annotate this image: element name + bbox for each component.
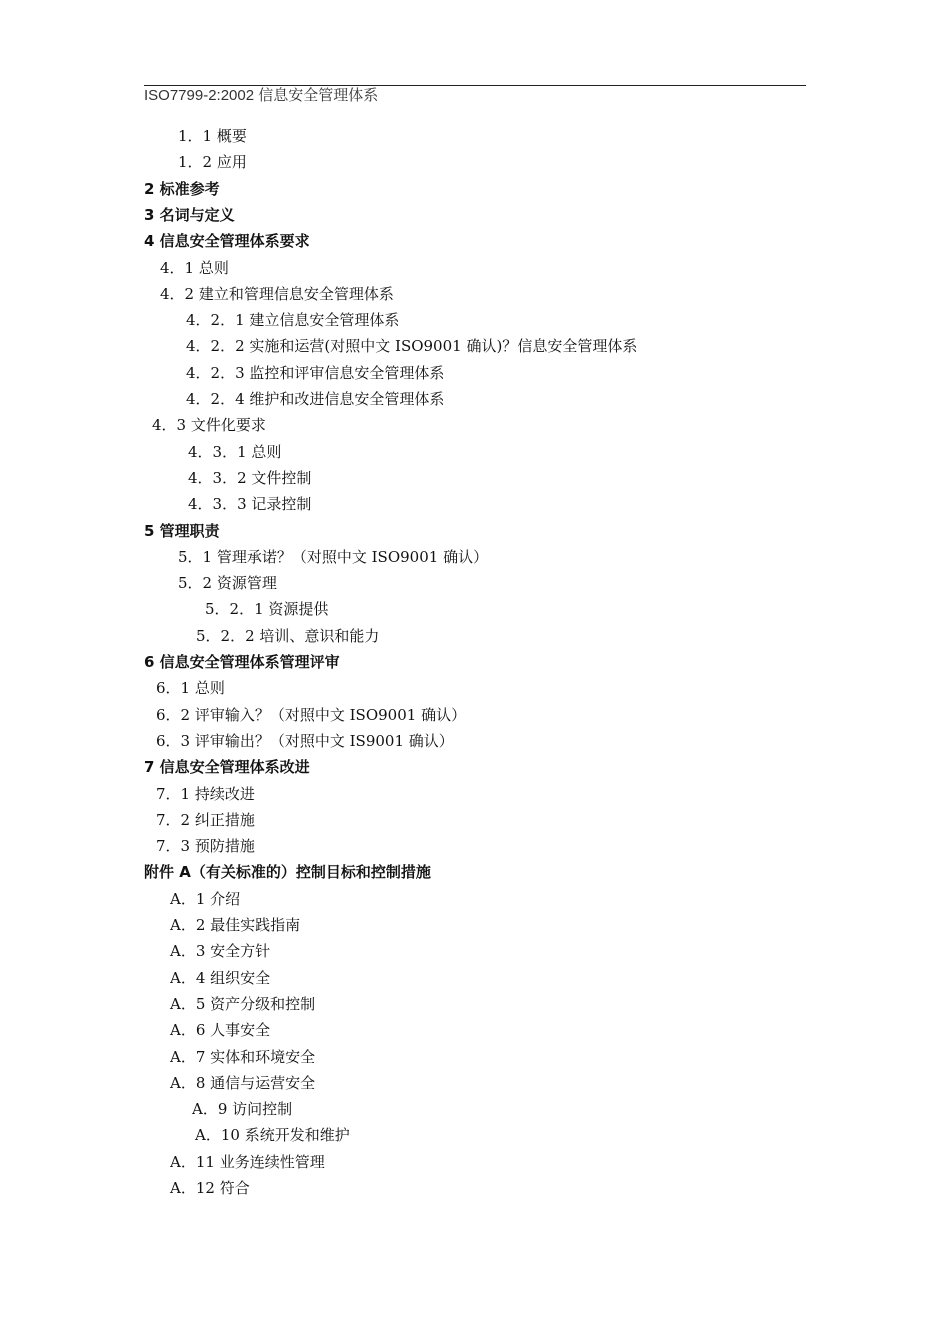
page-header-title: ISO7799-2:2002 信息安全管理体系 — [144, 87, 379, 104]
toc-entry: 4．3．3 记录控制 — [188, 495, 312, 513]
toc-entry: A．4 组织安全 — [170, 969, 271, 987]
toc-entry: A．6 人事安全 — [170, 1021, 271, 1039]
toc-entry: A．3 安全方针 — [170, 942, 271, 960]
toc-entry: A．9 访问控制 — [192, 1100, 293, 1118]
toc-entry: 1．1 概要 — [178, 127, 247, 145]
toc-entry: 7．3 预防措施 — [156, 837, 255, 855]
toc-section-heading: 4 信息安全管理体系要求 — [144, 232, 310, 250]
toc-entry: 4．3．2 文件控制 — [188, 469, 312, 487]
toc-entry: 4．2．2 实施和运营(对照中文 ISO9001 确认)？信息安全管理体系 — [186, 337, 638, 355]
toc-entry: A．8 通信与运营安全 — [170, 1074, 316, 1092]
toc-entry: 1．2 应用 — [178, 153, 247, 171]
toc-entry: A．7 实体和环境安全 — [170, 1048, 316, 1066]
toc-entry: 5．2 资源管理 — [178, 574, 277, 592]
toc-section-heading: 5 管理职责 — [144, 522, 220, 540]
toc-entry: 6．1 总则 — [156, 679, 225, 697]
toc-entry: 7．2 纠正措施 — [156, 811, 255, 829]
toc-entry: 4．2．1 建立信息安全管理体系 — [186, 311, 400, 329]
toc-entry: 6．3 评审输出？（对照中文 IS9001 确认） — [156, 732, 454, 750]
toc-entry: A．12 符合 — [170, 1179, 250, 1197]
toc-entry: A．1 介绍 — [170, 890, 241, 908]
toc-entry: 4．3．1 总则 — [188, 443, 282, 461]
toc-entry: 4．2．3 监控和评审信息安全管理体系 — [186, 364, 445, 382]
toc-entry: 4．1 总则 — [160, 259, 229, 277]
toc-section-heading: 2 标准参考 — [144, 180, 220, 198]
toc-entry: 7．1 持续改进 — [156, 785, 255, 803]
toc-section-heading: 6 信息安全管理体系管理评审 — [144, 653, 340, 671]
toc-entry: A．11 业务连续性管理 — [170, 1153, 325, 1171]
toc-entry: A．10 系统开发和维护 — [195, 1126, 350, 1144]
toc-section-heading: 附件 A（有关标准的）控制目标和控制措施 — [144, 863, 431, 881]
toc-entry: 5．2．2 培训、意识和能力 — [196, 627, 380, 645]
toc-entry: 4．3 文件化要求 — [152, 416, 266, 434]
toc-entry: 5．2．1 资源提供 — [205, 600, 329, 618]
toc-entry: A．5 资产分级和控制 — [170, 995, 316, 1013]
toc-entry: 5．1 管理承诺？（对照中文 ISO9001 确认） — [178, 548, 489, 566]
toc-entry: A．2 最佳实践指南 — [170, 916, 301, 934]
toc-entry: 4．2．4 维护和改进信息安全管理体系 — [186, 390, 445, 408]
toc-section-heading: 7 信息安全管理体系改进 — [144, 758, 310, 776]
toc-entry: 6．2 评审输入？（对照中文 ISO9001 确认） — [156, 706, 467, 724]
toc-entry: 4．2 建立和管理信息安全管理体系 — [160, 285, 394, 303]
toc-section-heading: 3 名词与定义 — [144, 206, 235, 224]
